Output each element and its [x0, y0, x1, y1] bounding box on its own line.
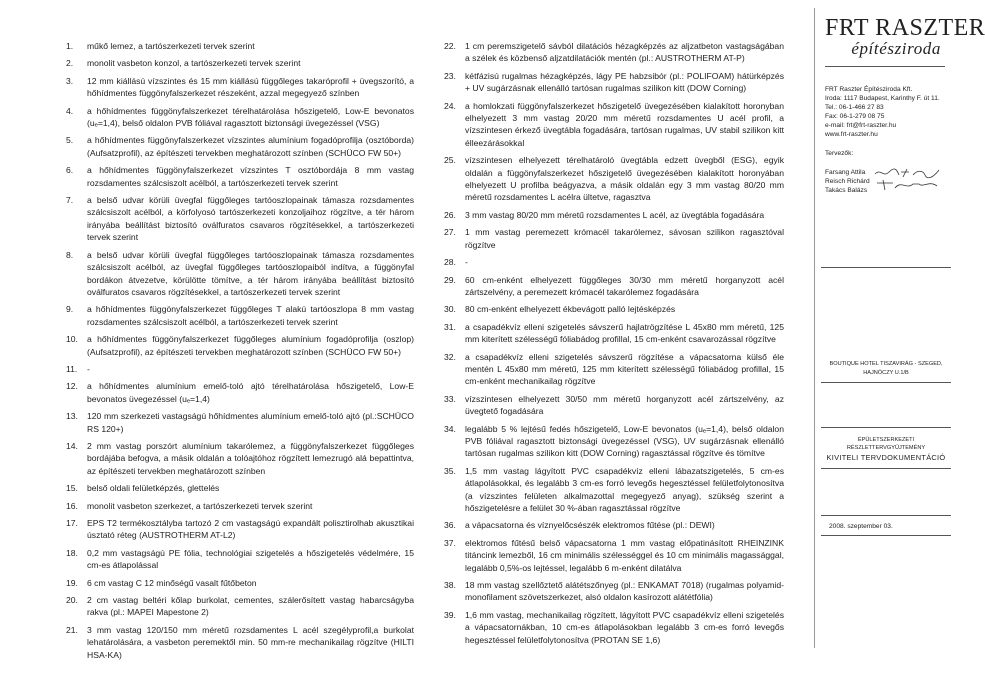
- legend-item-number: 39.: [444, 609, 456, 620]
- legend-item-text: a hőhídmentes alumínium emelő-toló ajtó térelhatárolása hőszigetelő, Low-E bevonatos üvegezéssel (uₑ=1,4): [87, 381, 414, 404]
- legend-item-text: a vápacsatorna és víznyelőcsészék elektromos fűtése (pl.: DEWI): [465, 520, 715, 531]
- legend-item-text: 1 cm peremszigetelő sávból dilatációs hézagképzés az aljzatbeton vastagságában a szélek és közbenső aljzatdilatációk mentén (pl.: AUSTROTHERM AT-P): [465, 41, 784, 64]
- designer-name: Farsang Attila: [825, 169, 866, 176]
- legend-item-text: 0,2 mm vastagságú PE fólia, technológiai szigetelés a hőszigetelés védelmére, 15 cm-es átlapolással: [87, 547, 414, 571]
- legend-item: [66, 303, 414, 328]
- designer-name: Reisch Richárd: [825, 178, 870, 185]
- designer-name: Takács Balázs: [825, 187, 868, 194]
- legend-item-text: EPS T2 termékosztályba tartozó 2 cm vastagságú expandált polisztirolhab akusztikai úsztató réteg (AUSTROTHERM AT-L2): [87, 518, 414, 541]
- divider: [821, 515, 951, 516]
- signature-graphic: [873, 178, 943, 192]
- legend-item-text: műkő lemez, a tartószerkezeti tervek szerint: [87, 41, 255, 51]
- legend-item: [444, 226, 784, 251]
- legend-item-number: 31.: [444, 321, 456, 332]
- legend-item-text: monolit vasbeton szerkezet, a tartószerkezeti tervek szerint: [87, 500, 313, 511]
- company-address: Iroda: 1117 Budapest, Karinthy F. út 11.: [825, 95, 940, 102]
- legend-item-text: 1 mm vastag peremezett krómacél takarólemez, sávosan szilikon ragasztóval rögzítve: [465, 227, 784, 250]
- project-title: BOUTIQUE HOTEL TISZAVIRÁG - SZEGED, HAJNÓCZY U.1/B: [829, 361, 943, 376]
- legend-item-number: 29.: [444, 274, 456, 285]
- legend-item: [66, 134, 414, 159]
- legend-right-column: [444, 40, 784, 651]
- legend-item-number: 1.: [66, 41, 74, 51]
- legend-item-text: 60 cm-enként elhelyezett függőleges 30/30 mm méretű horganyzott acél zártszelvény, a peremezett krómacél takarólemez fogadására: [465, 274, 784, 297]
- legend-item-text: 18 mm vastag szellőztető alátétszőnyeg (pl.: ENKAMAT 7018) (rugalmas polyamid-monofilament szövetszerkezet, alsó oldalon kasírozott alátétfólia): [465, 580, 784, 603]
- legend-item-text: a belső udvar körüli üvegfal függőleges tartóoszlopainak támasza rozsdamentes szálcsiszolt acélból, a körfolyosó tartószerkezeti konzoljaihoz rögzítve, a tér három irányába beállítást biztosító oválfuratos csavaros rögzítésekkel, a tartószerkezeti tervek szerint: [87, 195, 414, 243]
- legend-item-text: 2 cm vastag beltéri kőlap burkolat, cementes, szálerősített vastag habarcságyba rakva (pl.: MAPEI Mapestone 2): [87, 595, 414, 618]
- legend-item: [66, 105, 414, 130]
- legend-item: [444, 154, 784, 204]
- legend-item: [66, 482, 414, 494]
- legend-item: [66, 333, 414, 358]
- legend-item-text: a csapadékvíz elleni szigetelés sávszerű hajlatrögzítése L 45x80 mm méretű, 125 mm kiterített szélességű fóliabádog profillal, 15 cm-enként csavarozással rögzítve: [465, 321, 784, 345]
- legend-item-number: 3.: [66, 75, 74, 86]
- legend-item-text: monolit vasbeton konzol, a tartószerkezeti tervek szerint: [87, 58, 301, 69]
- legend-item-text: a csapadékvíz elleni szigetelés sávszerű rögzítése a vápacsatorna külső éle mentén L 45x80 mm méretű, 125 mm kiterített szélességű fóliabádog profillal, 15 cm-enként mechanikailag rögzítve: [465, 351, 784, 387]
- legend-item-text: vízszintesen elhelyezett 30/50 mm méretű horganyzott acél zártszelvény, az üvegtető fogadására: [465, 393, 784, 417]
- legend-item-text: 6 cm vastag C 12 minőségű vasalt fűtőbeton: [87, 577, 257, 588]
- legend-item: [444, 209, 784, 221]
- legend-item-text: a hőhídmentes függönyfalszerkezet függőleges T alakú tartóoszlopa 8 mm vastag rozsdamentes szálcsiszolt acélból, a tartószerkezeti tervek szerint: [87, 304, 414, 327]
- legend-item-number: 2.: [66, 58, 74, 69]
- legend-item-text: 2 mm vastag porszórt alumínium takarólemez, a függönyfalszerkezet függőleges bordájába befogva, a másik oldalán a tolóajtóhoz rögzített lemezrugó alá bepattintva, az építészeti tervekben meghatározott színben: [87, 440, 414, 476]
- legend-item-number: 33.: [444, 393, 456, 404]
- sheet-title: KIVITELI TERVDOKUMENTÁCIÓ: [826, 453, 946, 462]
- designers-list: [815, 168, 949, 195]
- legend-item-number: 4.: [66, 105, 74, 116]
- company-email: e-mail: frt@frt-raszter.hu: [825, 122, 897, 129]
- legend-item-text: 3 mm vastag 120/150 mm méretű rozsdamentes L acél szegélyprofil,a burkolat lehatárolására, a vasbeton peremektől min. 50 mm-re mechanikailag rögzítve (HILTI HSA-KA): [87, 624, 414, 660]
- legend-item-number: 6.: [66, 165, 74, 176]
- legend-item-text: 80 cm-enként elhelyezett ékbevágott palló lejtésképzés: [465, 304, 676, 315]
- legend-item: [66, 577, 414, 589]
- legend-item: [66, 624, 414, 661]
- logo: [825, 15, 985, 67]
- legend-item: [444, 465, 784, 515]
- legend-left-column: [66, 40, 414, 666]
- legend-item-number: 11.: [66, 363, 78, 374]
- legend-item: [66, 517, 414, 542]
- legend-item-text: 12 mm kiállású vízszintes és 15 mm kiállású függőleges takaróprofil + üvegszorító, a hőhídmentes függönyfalszerkezet részeként, azzal megegyező színben: [87, 75, 414, 99]
- title-block: [814, 8, 985, 648]
- sheet-type: ÉPÜLETSZERKEZETI RÉSZLETTERVGYŰJTEMÉNY: [846, 437, 926, 451]
- legend-item-number: 13.: [66, 411, 78, 422]
- legend-item-text: a hőhídmentes függönyfalszerkezet vízszintes alumínium fogadóprofilja (osztóborda) (Aufsatzprofil), az építészeti tervekben meghatározott színben (SCHÜCO FW 50+): [87, 135, 414, 158]
- legend-item: [444, 70, 784, 95]
- logo-main-text: FRT RASZTER: [825, 15, 985, 41]
- logo-sub-text: építésziroda: [851, 39, 941, 58]
- legend-item: [444, 579, 784, 604]
- legend-item: [444, 321, 784, 346]
- legend-item-number: 14.: [66, 440, 78, 451]
- legend-item: [66, 194, 414, 244]
- legend-item-text: 3 mm vastag 80/20 mm méretű rozsdamentes L acél, az üvegtábla fogadására: [465, 209, 765, 220]
- legend-item: [444, 351, 784, 388]
- legend-item: [444, 537, 784, 574]
- legend-item-number: 10.: [66, 334, 78, 345]
- legend-item-number: 16.: [66, 500, 78, 511]
- legend-item-text: 1,5 mm vastag lágyított PVC csapadékvíz elleni lábazatszigetelés, 5 cm-es átlapolásokkal, és legalább 3 cm-es forró levegős hegesztéssel felületfolytonosítva (a vízszintes felületen alkalmazottal megegyező anyag), szükség szerint a hőszigetelésre a felület 30 %-ában ragasztással rögzítve: [465, 465, 784, 513]
- legend-item: [66, 75, 414, 100]
- legend-item-text: -: [87, 363, 90, 374]
- legend-item-number: 12.: [66, 381, 78, 392]
- legend-item-number: 35.: [444, 465, 456, 476]
- legend-item: [66, 40, 414, 52]
- legend-item-number: 27.: [444, 227, 456, 238]
- legend-item-text: elektromos fűtésű belső vápacsatorna 1 mm vastag előpatinásított RHEINZINK titáncink lemezből, 16 cm minimális szélességgel és 10 cm minimális magassággal, legalább 0,5%-os lejtéssel, legalább 6 m-enként dilatálva: [465, 537, 784, 573]
- legend-item-number: 30.: [444, 304, 456, 315]
- legend-item: [66, 164, 414, 189]
- legend-item-text: a hőhídmentes függönyfalszerkezet térelhatárolása hőszigetelő, Low-E bevonatos (uₑ=1,4), belső oldalon PVB fóliával ragasztott biztonsági üvegezéssel (VSG): [87, 105, 414, 129]
- legend-item-number: 18.: [66, 547, 78, 558]
- legend-item-text: a hőhídmentes függönyfalszerkezet vízszintes T osztóbordája 8 mm vastag rozsdamentes szálcsiszolt acélból, a tartószerkezeti tervek szerint: [87, 165, 414, 188]
- legend-item: [444, 274, 784, 299]
- legend-item: [66, 249, 414, 299]
- legend-item-text: a homlokzati függönyfalszerkezet hőszigetelő üvegezésében kialakított horonyban elhelyezett 3 mm vastag 20/20 mm méretű rozsdamentes U acél profil, a vízszintesen érkező üvegtábla fogadására, tartósan rugalmas, UV stabil szilikon kitt élleezárásokkal: [465, 100, 784, 148]
- legend-item-number: 7.: [66, 195, 74, 206]
- legend-item: [66, 594, 414, 619]
- legend-item: [66, 363, 414, 375]
- legend-item-number: 28.: [444, 257, 456, 268]
- legend-item-number: 20.: [66, 595, 78, 606]
- legend-item-number: 8.: [66, 249, 74, 260]
- legend-item-number: 22.: [444, 41, 456, 51]
- legend-item-number: 25.: [444, 155, 456, 166]
- legend-item-number: 36.: [444, 520, 456, 531]
- legend-item-number: 26.: [444, 209, 456, 220]
- legend-item: [444, 100, 784, 150]
- company-phone: Tel.: 06-1-466 27 83: [825, 104, 884, 111]
- legend-item-number: 5.: [66, 135, 74, 146]
- legend-item-text: a belső udvar körüli üvegfal függőleges tartóoszlopainak támasza rozsdamentes szálcsiszolt acélból, az üvegfal függőleges tartóoszlopaiból indítva, a függönyfal bordákon átvezetve, körülötte tömítve, a tér három irányába beállítást biztosító oválfuratos csavaros rögzítésekkel, a tartószerkezeti tervek szerint: [87, 249, 414, 297]
- company-name: FRT Raszter Építésziroda Kft.: [825, 86, 913, 93]
- legend-item-number: 34.: [444, 423, 456, 434]
- legend-item-text: vízszintesen elhelyezett térelhatároló üvegtábla edzett üvegből (ESG), egyik oldalán a függönyfalszerkezet hőszigetelő üvegezésében kialakított horonyában elhelyezett U profilba beágyazva, a másik oldalán egy 3 mm vastag 80/20 mm méretű rozsdamentes L acélra ültetve, ragasztva: [465, 155, 784, 203]
- legend-item-text: a hőhídmentes függönyfalszerkezet függőleges alumínium fogadóprofilja (oszlop) (Aufsatzprofil), az építészeti tervekben meghatározott színben (SCHÜCO FW 50+): [87, 334, 414, 357]
- legend-item-text: -: [465, 257, 468, 268]
- divider: [821, 535, 951, 536]
- legend-item-text: legalább 5 % lejtésű fedés hőszigetelő, Low-E bevonatos (uₑ=1,4), belső oldalon PVB fóliával ragasztott biztonsági üvegezéssel (VSG), UV sugárzásnak ellenálló tartósan rugalmas szilikon kitt (DOW Corning) ragasztással rögzítve és tömítve: [465, 423, 784, 459]
- legend-item: [444, 303, 784, 315]
- legend-item: [444, 609, 784, 646]
- legend-item-text: kétfázisú rugalmas hézagképzés, lágy PE habzsibór (pl.: POLIFOAM) hátürképzés + UV sugárzásnak ellenálló tartósan rugalmas szilikon kitt (DOW Corning): [465, 70, 784, 94]
- legend-item-text: 120 mm szerkezeti vastagságú hőhídmentes alumínium emelő-toló ajtó (pl.:SCHÜCO RS 120+): [87, 411, 414, 434]
- legend-item: [66, 440, 414, 477]
- company-fax: Fax: 06-1-279 08 75: [825, 113, 885, 120]
- legend-item: [66, 57, 414, 69]
- legend-item: [444, 256, 784, 268]
- legend-item-number: 9.: [66, 304, 74, 315]
- legend-item-number: 37.: [444, 537, 456, 548]
- legend-item-number: 21.: [66, 624, 78, 635]
- designers-label: Tervezők:: [825, 150, 854, 157]
- legend-item: [66, 500, 414, 512]
- legend-item: [66, 380, 414, 405]
- legend-item-number: 15.: [66, 483, 78, 494]
- legend-item-number: 24.: [444, 100, 456, 111]
- legend-item-text: 1,6 mm vastag, mechanikailag rögzített, lágyított PVC csapadékvíz elleni szigetelés a vápacsatornákban, 10 cm-es átlapolásokban legalább 3 cm-es forró levegős hegesztéssel felületfolytonosítva (PROTAN SE 1,6): [465, 609, 784, 645]
- legend-item-number: 17.: [66, 518, 78, 528]
- legend-item-number: 32.: [444, 351, 456, 362]
- legend-item-number: 19.: [66, 577, 78, 588]
- date: 2008. szeptember 03.: [829, 523, 893, 530]
- legend-item: [444, 40, 784, 65]
- legend-item: [444, 423, 784, 460]
- legend-item-text: belső oldali felületképzés, glettelés: [87, 483, 220, 494]
- legend-item: [66, 547, 414, 572]
- legend-item-number: 23.: [444, 70, 456, 81]
- divider: [821, 427, 951, 428]
- legend-item-number: 38.: [444, 580, 456, 591]
- legend-item: [444, 519, 784, 531]
- company-website: www.frt-raszter.hu: [825, 131, 878, 138]
- legend-item: [444, 393, 784, 418]
- legend-item: [66, 410, 414, 435]
